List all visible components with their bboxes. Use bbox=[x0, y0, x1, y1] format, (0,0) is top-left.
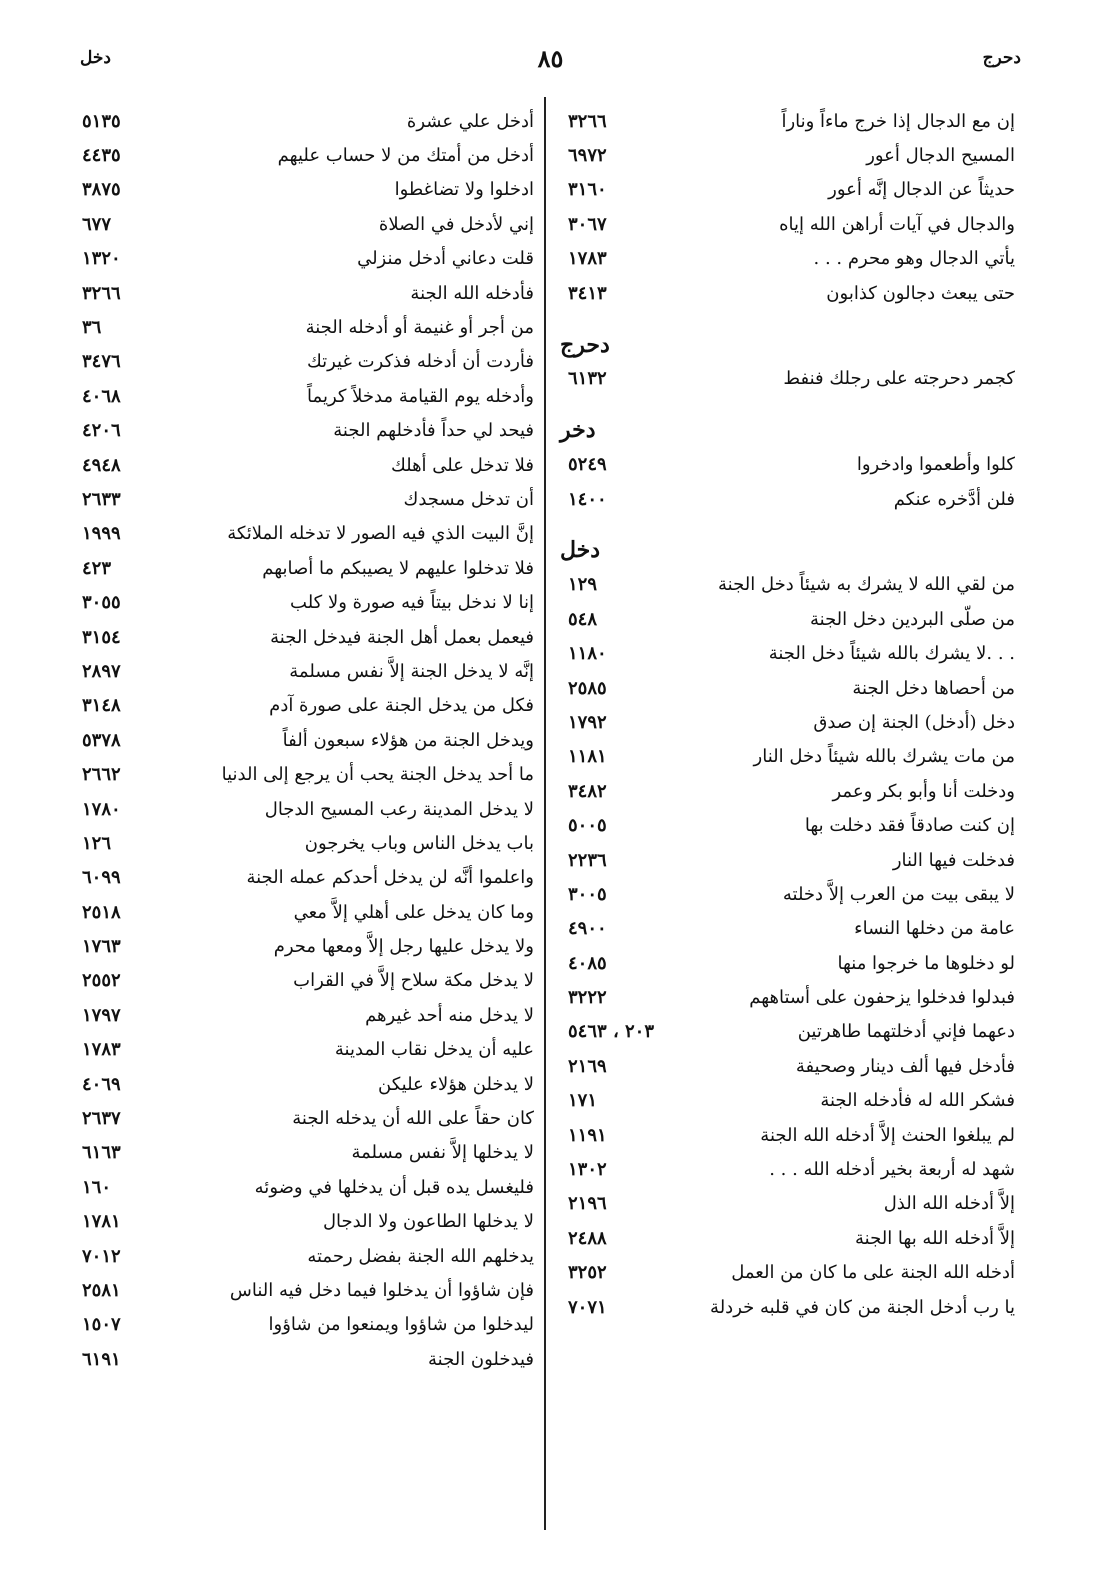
entry-text: إنا لا ندخل بيتاً فيه صورة ولا كلب bbox=[290, 592, 534, 614]
hadith-number: ١١٨٠ bbox=[568, 643, 607, 665]
index-entry bbox=[560, 808, 1015, 842]
hadith-number: ١٣٠٢ bbox=[568, 1159, 607, 1181]
section-spacer bbox=[560, 516, 1015, 533]
entry-text: من صلّى البردين دخل الجنة bbox=[809, 608, 1015, 630]
index-entry bbox=[560, 877, 1015, 911]
entry-text: قلت دعاني أدخل منزلي bbox=[357, 248, 534, 270]
index-entry bbox=[78, 414, 534, 448]
entry-text: واعلموا أنَّه لن يدخل أحدكم عمله الجنة bbox=[246, 867, 534, 889]
index-entry bbox=[560, 1118, 1015, 1152]
index-entry bbox=[78, 1101, 534, 1135]
entry-text: ادخلوا ولا تضاغطوا bbox=[394, 179, 534, 201]
index-entry bbox=[78, 792, 534, 826]
index-entry bbox=[78, 964, 534, 998]
entry-text: حديثاً عن الدجال إنَّه أعور bbox=[828, 179, 1015, 201]
entry-text: من أحصاها دخل الجنة bbox=[852, 677, 1015, 699]
hadith-number: ٢٤٨٨ bbox=[568, 1227, 607, 1249]
index-entry bbox=[78, 1170, 534, 1204]
index-entry bbox=[78, 1308, 534, 1342]
index-entry bbox=[78, 276, 534, 310]
hadith-number: ١٧١ bbox=[568, 1090, 598, 1112]
hadith-number: ٦١٩١ bbox=[82, 1348, 121, 1370]
hadith-number: ٦٧٧ bbox=[82, 213, 112, 235]
hadith-number: ٢٢٣٦ bbox=[568, 849, 607, 871]
hadith-number: ٥٢٤٩ bbox=[568, 454, 607, 476]
index-entry bbox=[78, 689, 534, 723]
index-entry bbox=[78, 1033, 534, 1067]
entry-text: فكل من يدخل الجنة على صورة آدم bbox=[269, 695, 534, 717]
entry-text: شهد له أربعة بخير أدخله الله . . . bbox=[769, 1159, 1015, 1181]
hadith-number: ٥٣٧٨ bbox=[82, 729, 121, 751]
index-entry bbox=[560, 138, 1015, 172]
entry-text: يا رب أدخل الجنة من كان في قلبه خردلة bbox=[710, 1296, 1015, 1318]
entry-text: لا يدخلن هؤلاء عليكن bbox=[378, 1073, 534, 1095]
root-heading: دخر bbox=[560, 417, 596, 444]
hadith-number: ٣٢٦٦ bbox=[568, 110, 607, 132]
entry-text: لا يدخلها الطاعون ولا الدجال bbox=[322, 1211, 534, 1233]
index-entry bbox=[560, 705, 1015, 739]
hadith-number: ٣٠٦٧ bbox=[568, 213, 607, 235]
hadith-number: ١٢٩ bbox=[568, 574, 598, 596]
entry-text: لا يدخل منه أحد غيرهم bbox=[365, 1004, 534, 1026]
entry-text: إنَّه لا يدخل الجنة إلاَّ نفس مسلمة bbox=[289, 660, 534, 682]
entry-text: كلوا وأطعموا وادخروا bbox=[856, 454, 1015, 476]
entry-text: يأتي الدجال وهو محرم . . . bbox=[813, 248, 1015, 270]
hadith-number: ٢١٦٩ bbox=[568, 1055, 607, 1077]
hadith-number: ١٣٢٠ bbox=[82, 248, 121, 270]
entry-text: . . .لا يشرك بالله شيئاً دخل الجنة bbox=[768, 643, 1015, 665]
entry-text: والدجال في آيات أراهن الله إياه bbox=[779, 213, 1015, 235]
entry-text: فشكر الله له فأدخله الجنة bbox=[820, 1090, 1015, 1112]
entry-text: لا يدخل المدينة رعب المسيح الدجال bbox=[264, 798, 534, 820]
entry-text: فدخلت فيها النار bbox=[892, 849, 1015, 871]
index-entry bbox=[78, 1067, 534, 1101]
hadith-number: ٤٠٦٨ bbox=[82, 385, 121, 407]
section-spacer bbox=[560, 310, 1015, 327]
hadith-number: ٣٢٦٦ bbox=[82, 282, 121, 304]
hadith-number: ٢٨٩٧ bbox=[82, 660, 121, 682]
entry-text: من لقي الله لا يشرك به شيئاً دخل الجنة bbox=[718, 574, 1015, 596]
index-entry bbox=[78, 173, 534, 207]
entry-text: فيعمل بعمل أهل الجنة فيدخل الجنة bbox=[270, 626, 534, 648]
entry-text: فأردت أن أدخله فذكرت غيرتك bbox=[306, 351, 534, 373]
entry-text: ليدخلوا من شاؤوا ويمنعوا من شاؤوا bbox=[268, 1314, 534, 1336]
index-entry bbox=[78, 1239, 534, 1273]
column-divider bbox=[544, 97, 546, 1530]
index-entry bbox=[560, 1221, 1015, 1255]
entry-text: إن مع الدجال إذا خرج ماءاً وناراً bbox=[781, 110, 1015, 132]
hadith-number: ٤٤٣٥ bbox=[82, 145, 121, 167]
entry-text: فيدخلون الجنة bbox=[428, 1348, 534, 1370]
hadith-number: ١٧٨٣ bbox=[568, 248, 607, 270]
index-entry bbox=[78, 826, 534, 860]
hadith-number: ٥٠٠٥ bbox=[568, 815, 607, 837]
running-head-right: دحرج bbox=[982, 48, 1021, 68]
entry-text: فأدخله الله الجنة bbox=[410, 282, 534, 304]
hadith-number: ٧٠١٢ bbox=[82, 1245, 121, 1267]
hadith-number: ١٧٩٧ bbox=[82, 1004, 121, 1026]
index-column-right bbox=[560, 104, 1015, 1324]
index-entry bbox=[78, 1205, 534, 1239]
entry-text: عليه أن يدخل نقاب المدينة bbox=[334, 1039, 534, 1061]
index-entry bbox=[78, 379, 534, 413]
index-entry bbox=[560, 568, 1015, 602]
entry-text: دخل (أدخل) الجنة إن صدق bbox=[813, 711, 1015, 733]
index-entry bbox=[78, 585, 534, 619]
entry-text: فليغسل يده قبل أن يدخلها في وضوئه bbox=[254, 1176, 534, 1198]
hadith-number: ١١٩١ bbox=[568, 1124, 607, 1146]
entry-text: المسيح الدجال أعور bbox=[866, 145, 1015, 167]
hadith-number: ١٧٦٣ bbox=[82, 936, 121, 958]
hadith-number: ٣٨٧٥ bbox=[82, 179, 121, 201]
hadith-number: ٢٠٣ ، ٥٤٦٣ bbox=[568, 1021, 655, 1043]
hadith-number: ٢٦٦٢ bbox=[82, 764, 121, 786]
hadith-number: ٢١٩٦ bbox=[568, 1193, 607, 1215]
index-entry bbox=[78, 517, 534, 551]
hadith-number: ٧٠٧١ bbox=[568, 1296, 607, 1318]
entry-text: عامة من دخلها النساء bbox=[854, 918, 1015, 940]
hadith-number: ٤٩٠٠ bbox=[568, 918, 607, 940]
index-entry bbox=[78, 929, 534, 963]
entry-text: إلاَّ أدخله الله الذل bbox=[883, 1193, 1015, 1215]
root-heading: دخل bbox=[560, 537, 601, 564]
entry-text: أدخله الله الجنة على ما كان من العمل bbox=[731, 1262, 1015, 1284]
entry-text: أدخل علي عشرة bbox=[406, 110, 534, 132]
index-entry bbox=[78, 654, 534, 688]
index-entry bbox=[560, 602, 1015, 636]
index-entry bbox=[560, 482, 1015, 516]
index-entry bbox=[78, 242, 534, 276]
entry-text: فإن شاؤوا أن يدخلوا فيما دخل فيه الناس bbox=[229, 1279, 534, 1301]
index-entry bbox=[560, 1084, 1015, 1118]
entry-text: ودخلت أنا وأبو بكر وعمر bbox=[832, 780, 1015, 802]
index-entry bbox=[78, 1342, 534, 1376]
entry-text: وأدخله يوم القيامة مدخلاً كريماً bbox=[307, 385, 534, 407]
index-entry bbox=[78, 138, 534, 172]
hadith-number: ٣٤٧٦ bbox=[82, 351, 121, 373]
index-entry bbox=[78, 207, 534, 241]
hadith-number: ٣٠٠٥ bbox=[568, 883, 607, 905]
index-entry bbox=[560, 1256, 1015, 1290]
hadith-number: ٣١٥٤ bbox=[82, 626, 121, 648]
hadith-number: ١٧٨٣ bbox=[82, 1039, 121, 1061]
hadith-number: ٦٩٧٢ bbox=[568, 145, 607, 167]
index-entry bbox=[78, 1273, 534, 1307]
index-entry bbox=[560, 104, 1015, 138]
entry-text: باب يدخل الناس وباب يخرجون bbox=[304, 832, 534, 854]
hadith-number: ٢٥٥٢ bbox=[82, 970, 121, 992]
index-entry bbox=[78, 448, 534, 482]
hadith-number: ٣٤٨٢ bbox=[568, 780, 607, 802]
hadith-number: ١١٨١ bbox=[568, 746, 607, 768]
hadith-number: ٤٢٣ bbox=[82, 557, 112, 579]
entry-text: فيحد لي حداً فأدخلهم الجنة bbox=[333, 420, 534, 442]
index-entry bbox=[78, 620, 534, 654]
index-entry bbox=[560, 362, 1015, 396]
hadith-number: ٦٠٩٩ bbox=[82, 867, 121, 889]
page-number: ٨٥ bbox=[537, 44, 564, 73]
index-entry bbox=[560, 774, 1015, 808]
hadith-number: ٥٤٨ bbox=[568, 608, 598, 630]
index-entry bbox=[560, 1049, 1015, 1083]
index-entry bbox=[560, 1187, 1015, 1221]
entry-text: أدخل من أمتك من لا حساب عليهم bbox=[277, 145, 534, 167]
index-entry bbox=[560, 843, 1015, 877]
index-entry bbox=[560, 276, 1015, 310]
index-entry bbox=[560, 1290, 1015, 1324]
index-entry bbox=[560, 173, 1015, 207]
index-entry bbox=[78, 482, 534, 516]
entry-text: لا يبقى بيت من العرب إلاَّ دخلته bbox=[782, 883, 1015, 905]
hadith-number: ١٩٩٩ bbox=[82, 523, 121, 545]
index-entry bbox=[560, 448, 1015, 482]
index-column-left bbox=[78, 104, 534, 1376]
entry-text: حتى يبعث دجالون كذابون bbox=[826, 282, 1015, 304]
hadith-number: ٣٤١٣ bbox=[568, 282, 607, 304]
index-entry bbox=[560, 636, 1015, 670]
entry-text: من أجر أو غنيمة أو أدخله الجنة bbox=[305, 317, 534, 339]
entry-text: لا يدخلها إلاَّ نفس مسلمة bbox=[351, 1142, 534, 1164]
hadith-number: ٤٠٨٥ bbox=[568, 952, 607, 974]
entry-text: يدخلهم الله الجنة بفضل رحمته bbox=[307, 1245, 534, 1267]
index-entry bbox=[560, 980, 1015, 1014]
entry-text: فلا تدخلوا عليهم لا يصيبكم ما أصابهم bbox=[262, 557, 534, 579]
entry-text: ولا يدخل عليها رجل إلاَّ ومعها محرم bbox=[273, 936, 534, 958]
hadith-number: ٣١٤٨ bbox=[82, 695, 121, 717]
hadith-number: ٥١٣٥ bbox=[82, 110, 121, 132]
index-entry bbox=[560, 671, 1015, 705]
hadith-number: ١٧٨١ bbox=[82, 1211, 121, 1233]
entry-text: أن تدخل مسجدك bbox=[403, 488, 534, 510]
entry-text: ما أحد يدخل الجنة يحب أن يرجع إلى الدنيا bbox=[221, 764, 534, 786]
entry-text: لم يبلغوا الحنث إلاَّ أدخله الله الجنة bbox=[760, 1124, 1015, 1146]
index-entry bbox=[78, 895, 534, 929]
hadith-number: ٤٩٤٨ bbox=[82, 454, 121, 476]
root-heading: دحرج bbox=[560, 331, 610, 358]
hadith-number: ٢٥٨١ bbox=[82, 1279, 121, 1301]
hadith-number: ٢٦٣٣ bbox=[82, 488, 121, 510]
hadith-number: ٣٢٥٢ bbox=[568, 1262, 607, 1284]
index-entry bbox=[560, 946, 1015, 980]
index-entry bbox=[560, 242, 1015, 276]
index-entry bbox=[78, 861, 534, 895]
entry-text: إلاَّ أدخله الله بها الجنة bbox=[855, 1227, 1015, 1249]
entry-text: فأدخل فيها ألف دينار وصحيفة bbox=[795, 1055, 1015, 1077]
index-entry bbox=[78, 551, 534, 585]
entry-text: لو دخلوها ما خرجوا منها bbox=[837, 952, 1015, 974]
entry-text: إن كنت صادقاً فقد دخلت بها bbox=[804, 815, 1015, 837]
hadith-number: ٣١٦٠ bbox=[568, 179, 607, 201]
hadith-number: ١٥٠٧ bbox=[82, 1314, 121, 1336]
index-entry bbox=[78, 1136, 534, 1170]
index-entry bbox=[560, 1152, 1015, 1186]
hadith-number: ٤٠٦٩ bbox=[82, 1073, 121, 1095]
hadith-number: ٦١٣٢ bbox=[568, 368, 607, 390]
hadith-number: ١٧٩٢ bbox=[568, 711, 607, 733]
entry-text: لا يدخل مكة سلاح إلاَّ في القراب bbox=[293, 970, 534, 992]
index-entry bbox=[560, 207, 1015, 241]
entry-text: فلن أدَّخره عنكم bbox=[893, 488, 1015, 510]
index-entry bbox=[560, 912, 1015, 946]
entry-text: كان حقاً على الله أن يدخله الجنة bbox=[292, 1108, 534, 1130]
page-header bbox=[80, 44, 1021, 84]
index-entry bbox=[78, 723, 534, 757]
hadith-number: ٦١٦٣ bbox=[82, 1142, 121, 1164]
index-entry bbox=[78, 310, 534, 344]
hadith-number: ١٧٨٠ bbox=[82, 798, 121, 820]
hadith-number: ٢٥٨٥ bbox=[568, 677, 607, 699]
entry-text: فبدلوا فدخلوا يزحفون على أستاههم bbox=[749, 987, 1015, 1009]
hadith-number: ١٢٦ bbox=[82, 832, 112, 854]
entry-text: من مات يشرك بالله شيئاً دخل النار bbox=[753, 746, 1015, 768]
running-head-left: دخل bbox=[80, 48, 111, 68]
hadith-number: ٣٦ bbox=[82, 317, 102, 339]
hadith-number: ٤٢٠٦ bbox=[82, 420, 121, 442]
index-entry bbox=[560, 740, 1015, 774]
entry-text: ويدخل الجنة من هؤلاء سبعون ألفاً bbox=[282, 729, 534, 751]
hadith-number: ٢٦٣٧ bbox=[82, 1108, 121, 1130]
hadith-number: ١٤٠٠ bbox=[568, 488, 607, 510]
entry-text: وما كان يدخل على أهلي إلاَّ معي bbox=[293, 901, 534, 923]
entry-text: دعهما فإني أدخلتهما طاهرتين bbox=[797, 1021, 1015, 1043]
hadith-number: ٣٢٢٢ bbox=[568, 987, 607, 1009]
hadith-number: ٢٥١٨ bbox=[82, 901, 121, 923]
index-entry bbox=[78, 345, 534, 379]
entry-text: فلا تدخل على أهلك bbox=[390, 454, 534, 476]
index-entry bbox=[78, 998, 534, 1032]
index-entry bbox=[78, 104, 534, 138]
section-spacer bbox=[560, 396, 1015, 413]
index-entry bbox=[78, 757, 534, 791]
entry-text: إنَّ البيت الذي فيه الصور لا تدخله الملائكة bbox=[227, 523, 534, 545]
hadith-number: ١٦٠ bbox=[82, 1176, 112, 1198]
entry-text: إني لأدخل في الصلاة bbox=[378, 213, 534, 235]
hadith-number: ٣٠٥٥ bbox=[82, 592, 121, 614]
entry-text: كجمر دحرجته على رجلك فنفط bbox=[783, 368, 1015, 390]
index-entry bbox=[560, 1015, 1015, 1049]
